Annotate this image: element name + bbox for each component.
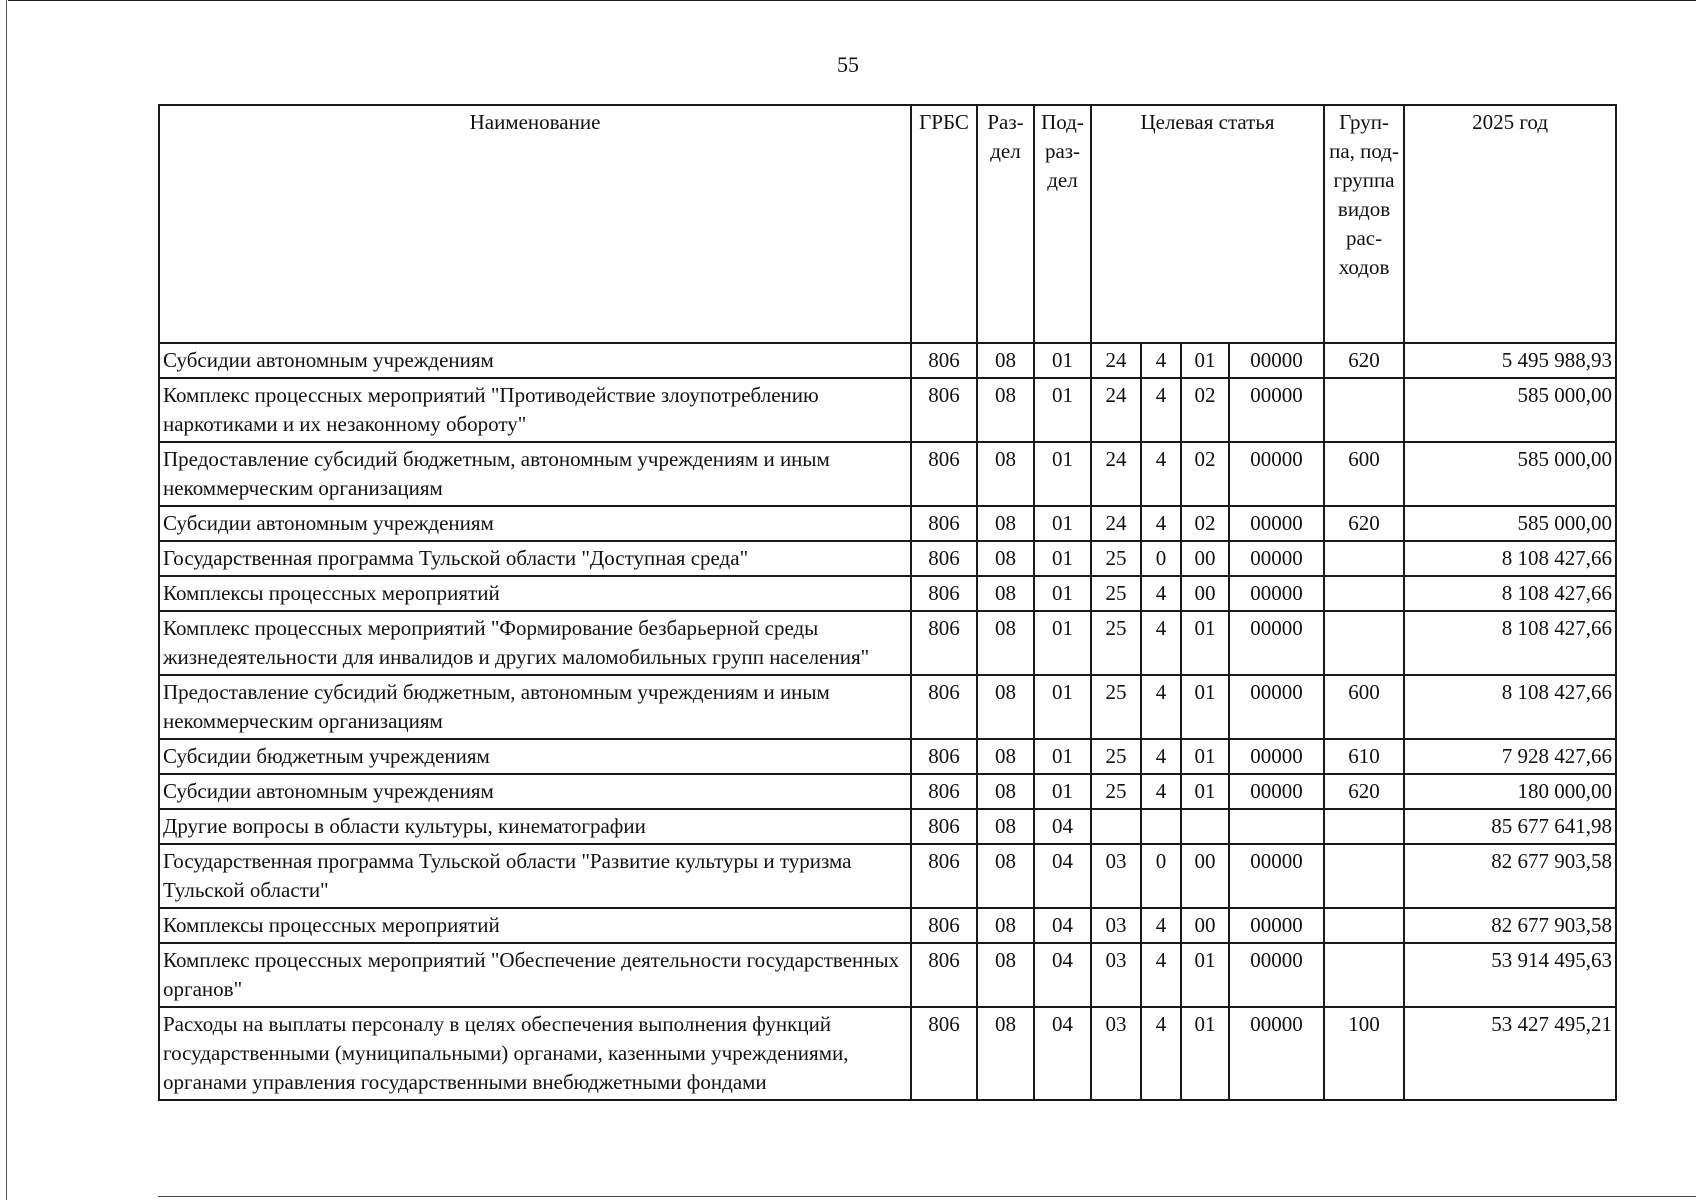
header-razdel: Раз-дел: [977, 105, 1034, 343]
cell-podrazdel: 04: [1034, 908, 1091, 943]
cell-amount: 585 000,00: [1404, 442, 1616, 506]
cell-target-subprogram: 02: [1181, 378, 1229, 442]
cell-grbs: 806: [911, 908, 977, 943]
cell-razdel: 08: [977, 844, 1034, 908]
cell-target-direction: 00000: [1229, 943, 1324, 1007]
cell-vr: [1324, 541, 1404, 576]
cell-vr: 100: [1324, 1007, 1404, 1100]
cell-vr: [1324, 809, 1404, 844]
table-row: [159, 675, 1616, 739]
cell-vr: [1324, 943, 1404, 1007]
page-border-top: [8, 0, 1696, 1]
table-row: [159, 908, 1616, 943]
cell-target-program: 24: [1091, 343, 1141, 378]
cell-target-program: 25: [1091, 675, 1141, 739]
cell-amount: 8 108 427,66: [1404, 576, 1616, 611]
cell-razdel: 08: [977, 541, 1034, 576]
cell-grbs: 806: [911, 576, 977, 611]
cell-grbs: 806: [911, 442, 977, 506]
header-grbs: ГРБС: [911, 105, 977, 343]
table-row: [159, 576, 1616, 611]
cell-podrazdel: 04: [1034, 943, 1091, 1007]
cell-razdel: 08: [977, 739, 1034, 774]
cell-target-subprogram: 00: [1181, 541, 1229, 576]
cell-target-program: 24: [1091, 378, 1141, 442]
cell-target-subprogram: 00: [1181, 908, 1229, 943]
cell-podrazdel: 01: [1034, 675, 1091, 739]
cell-razdel: 08: [977, 675, 1034, 739]
cell-target-program: 25: [1091, 774, 1141, 809]
cell-grbs: 806: [911, 378, 977, 442]
cell-target-program: 25: [1091, 541, 1141, 576]
cell-vr: [1324, 378, 1404, 442]
cell-amount: 8 108 427,66: [1404, 675, 1616, 739]
cell-target-direction: [1229, 809, 1324, 844]
budget-table: [158, 104, 1617, 1101]
cell-target-subprogram: 01: [1181, 675, 1229, 739]
cell-amount: 585 000,00: [1404, 378, 1616, 442]
cell-target-type: 4: [1141, 943, 1181, 1007]
cell-vr: 620: [1324, 774, 1404, 809]
cell-target-program: 24: [1091, 442, 1141, 506]
cell-name: Комплекс процессных мероприятий "Формирование безбарьерной среды жизнедеятельности для инвалидов и других маломобильных групп населения": [159, 611, 911, 675]
table-header-row: [159, 105, 1616, 343]
cell-vr: 600: [1324, 675, 1404, 739]
cell-target-subprogram: 00: [1181, 844, 1229, 908]
cell-target-program: 25: [1091, 576, 1141, 611]
cell-razdel: 08: [977, 809, 1034, 844]
cell-podrazdel: 01: [1034, 378, 1091, 442]
header-tselevaya-statya: Целевая статья: [1091, 105, 1324, 343]
cell-grbs: 806: [911, 774, 977, 809]
cell-target-direction: 00000: [1229, 1007, 1324, 1100]
cell-target-type: [1141, 809, 1181, 844]
page-border-bottom: [158, 1196, 1696, 1197]
cell-target-type: 0: [1141, 844, 1181, 908]
cell-name: Комплексы процессных мероприятий: [159, 908, 911, 943]
cell-target-program: 03: [1091, 844, 1141, 908]
cell-amount: 53 427 495,21: [1404, 1007, 1616, 1100]
cell-target-direction: 00000: [1229, 506, 1324, 541]
cell-target-type: 4: [1141, 1007, 1181, 1100]
cell-amount: 585 000,00: [1404, 506, 1616, 541]
header-year-2025: 2025 год: [1404, 105, 1616, 343]
table-row: [159, 1007, 1616, 1100]
cell-razdel: 08: [977, 442, 1034, 506]
cell-vr: [1324, 611, 1404, 675]
table-row: [159, 774, 1616, 809]
cell-target-program: 03: [1091, 908, 1141, 943]
cell-razdel: 08: [977, 1007, 1034, 1100]
cell-podrazdel: 04: [1034, 809, 1091, 844]
cell-grbs: 806: [911, 506, 977, 541]
cell-name: Комплекс процессных мероприятий "Обеспечение деятельности государственных органов": [159, 943, 911, 1007]
page-border-left: [6, 0, 7, 1200]
cell-vr: 600: [1324, 442, 1404, 506]
cell-name: Субсидии автономным учреждениям: [159, 506, 911, 541]
table-row: [159, 343, 1616, 378]
cell-name: Субсидии бюджетным учреждениям: [159, 739, 911, 774]
cell-target-program: 25: [1091, 739, 1141, 774]
table-row: [159, 506, 1616, 541]
cell-grbs: 806: [911, 739, 977, 774]
cell-podrazdel: 04: [1034, 844, 1091, 908]
cell-name: Комплексы процессных мероприятий: [159, 576, 911, 611]
cell-target-direction: 00000: [1229, 343, 1324, 378]
table-body: [159, 343, 1616, 1100]
cell-target-program: 03: [1091, 943, 1141, 1007]
cell-name: Другие вопросы в области культуры, кинематографии: [159, 809, 911, 844]
header-gruppa-vidov-rashodov: Груп-па, под-группа видов рас-ходов: [1324, 105, 1404, 343]
cell-target-type: 4: [1141, 611, 1181, 675]
cell-podrazdel: 01: [1034, 442, 1091, 506]
cell-target-type: 4: [1141, 576, 1181, 611]
cell-target-direction: 00000: [1229, 908, 1324, 943]
cell-target-direction: 00000: [1229, 378, 1324, 442]
cell-razdel: 08: [977, 943, 1034, 1007]
cell-name: Субсидии автономным учреждениям: [159, 774, 911, 809]
cell-grbs: 806: [911, 943, 977, 1007]
table-row: [159, 943, 1616, 1007]
cell-amount: 180 000,00: [1404, 774, 1616, 809]
cell-target-subprogram: [1181, 809, 1229, 844]
cell-razdel: 08: [977, 908, 1034, 943]
cell-amount: 8 108 427,66: [1404, 611, 1616, 675]
cell-grbs: 806: [911, 1007, 977, 1100]
cell-razdel: 08: [977, 611, 1034, 675]
cell-grbs: 806: [911, 809, 977, 844]
header-podrazdel: Под-раз-дел: [1034, 105, 1091, 343]
table-row: [159, 378, 1616, 442]
cell-razdel: 08: [977, 343, 1034, 378]
table-row: [159, 809, 1616, 844]
cell-vr: [1324, 908, 1404, 943]
cell-podrazdel: 01: [1034, 611, 1091, 675]
cell-amount: 8 108 427,66: [1404, 541, 1616, 576]
cell-podrazdel: 04: [1034, 1007, 1091, 1100]
cell-name: Государственная программа Тульской области "Доступная среда": [159, 541, 911, 576]
cell-target-program: 03: [1091, 1007, 1141, 1100]
cell-name: Государственная программа Тульской области "Развитие культуры и туризма Тульской области": [159, 844, 911, 908]
cell-target-type: 4: [1141, 378, 1181, 442]
cell-target-program: [1091, 809, 1141, 844]
cell-target-direction: 00000: [1229, 739, 1324, 774]
cell-target-direction: 00000: [1229, 844, 1324, 908]
cell-target-type: 4: [1141, 506, 1181, 541]
cell-grbs: 806: [911, 675, 977, 739]
cell-vr: 620: [1324, 343, 1404, 378]
cell-target-type: 4: [1141, 343, 1181, 378]
cell-podrazdel: 01: [1034, 576, 1091, 611]
cell-razdel: 08: [977, 576, 1034, 611]
cell-target-subprogram: 02: [1181, 506, 1229, 541]
cell-vr: [1324, 844, 1404, 908]
cell-target-subprogram: 01: [1181, 1007, 1229, 1100]
table-row: [159, 844, 1616, 908]
cell-amount: 53 914 495,63: [1404, 943, 1616, 1007]
cell-amount: 7 928 427,66: [1404, 739, 1616, 774]
header-name: Наименование: [159, 105, 911, 343]
cell-amount: 5 495 988,93: [1404, 343, 1616, 378]
cell-target-type: 4: [1141, 675, 1181, 739]
cell-target-subprogram: 02: [1181, 442, 1229, 506]
cell-name: Расходы на выплаты персоналу в целях обеспечения выполнения функций государственными (муниципальными) органами, казенными учреждениями, органами управления государственными внебюджетными фондами: [159, 1007, 911, 1100]
cell-target-subprogram: 00: [1181, 576, 1229, 611]
cell-target-direction: 00000: [1229, 541, 1324, 576]
cell-podrazdel: 01: [1034, 541, 1091, 576]
cell-target-type: 4: [1141, 774, 1181, 809]
cell-target-program: 24: [1091, 506, 1141, 541]
cell-podrazdel: 01: [1034, 506, 1091, 541]
cell-name: Предоставление субсидий бюджетным, автономным учреждениям и иным некоммерческим организациям: [159, 675, 911, 739]
cell-razdel: 08: [977, 774, 1034, 809]
cell-target-subprogram: 01: [1181, 739, 1229, 774]
cell-target-direction: 00000: [1229, 675, 1324, 739]
cell-razdel: 08: [977, 506, 1034, 541]
cell-target-direction: 00000: [1229, 442, 1324, 506]
cell-name: Предоставление субсидий бюджетным, автономным учреждениям и иным некоммерческим организациям: [159, 442, 911, 506]
cell-name: Субсидии автономным учреждениям: [159, 343, 911, 378]
cell-target-direction: 00000: [1229, 576, 1324, 611]
cell-target-direction: 00000: [1229, 774, 1324, 809]
cell-podrazdel: 01: [1034, 739, 1091, 774]
cell-target-program: 25: [1091, 611, 1141, 675]
table-row: [159, 739, 1616, 774]
cell-target-type: 0: [1141, 541, 1181, 576]
cell-podrazdel: 01: [1034, 774, 1091, 809]
cell-amount: 85 677 641,98: [1404, 809, 1616, 844]
cell-target-direction: 00000: [1229, 611, 1324, 675]
cell-amount: 82 677 903,58: [1404, 844, 1616, 908]
cell-razdel: 08: [977, 378, 1034, 442]
cell-target-type: 4: [1141, 908, 1181, 943]
cell-amount: 82 677 903,58: [1404, 908, 1616, 943]
cell-target-type: 4: [1141, 739, 1181, 774]
table-row: [159, 541, 1616, 576]
cell-target-type: 4: [1141, 442, 1181, 506]
cell-vr: [1324, 576, 1404, 611]
cell-grbs: 806: [911, 611, 977, 675]
cell-grbs: 806: [911, 541, 977, 576]
cell-vr: 610: [1324, 739, 1404, 774]
cell-target-subprogram: 01: [1181, 343, 1229, 378]
cell-podrazdel: 01: [1034, 343, 1091, 378]
cell-target-subprogram: 01: [1181, 611, 1229, 675]
cell-vr: 620: [1324, 506, 1404, 541]
cell-name: Комплекс процессных мероприятий "Противодействие злоупотреблению наркотиками и их незаконному обороту": [159, 378, 911, 442]
cell-grbs: 806: [911, 343, 977, 378]
page-number: 55: [837, 52, 859, 77]
cell-target-subprogram: 01: [1181, 774, 1229, 809]
table-row: [159, 442, 1616, 506]
cell-target-subprogram: 01: [1181, 943, 1229, 1007]
cell-grbs: 806: [911, 844, 977, 908]
table-row: [159, 611, 1616, 675]
